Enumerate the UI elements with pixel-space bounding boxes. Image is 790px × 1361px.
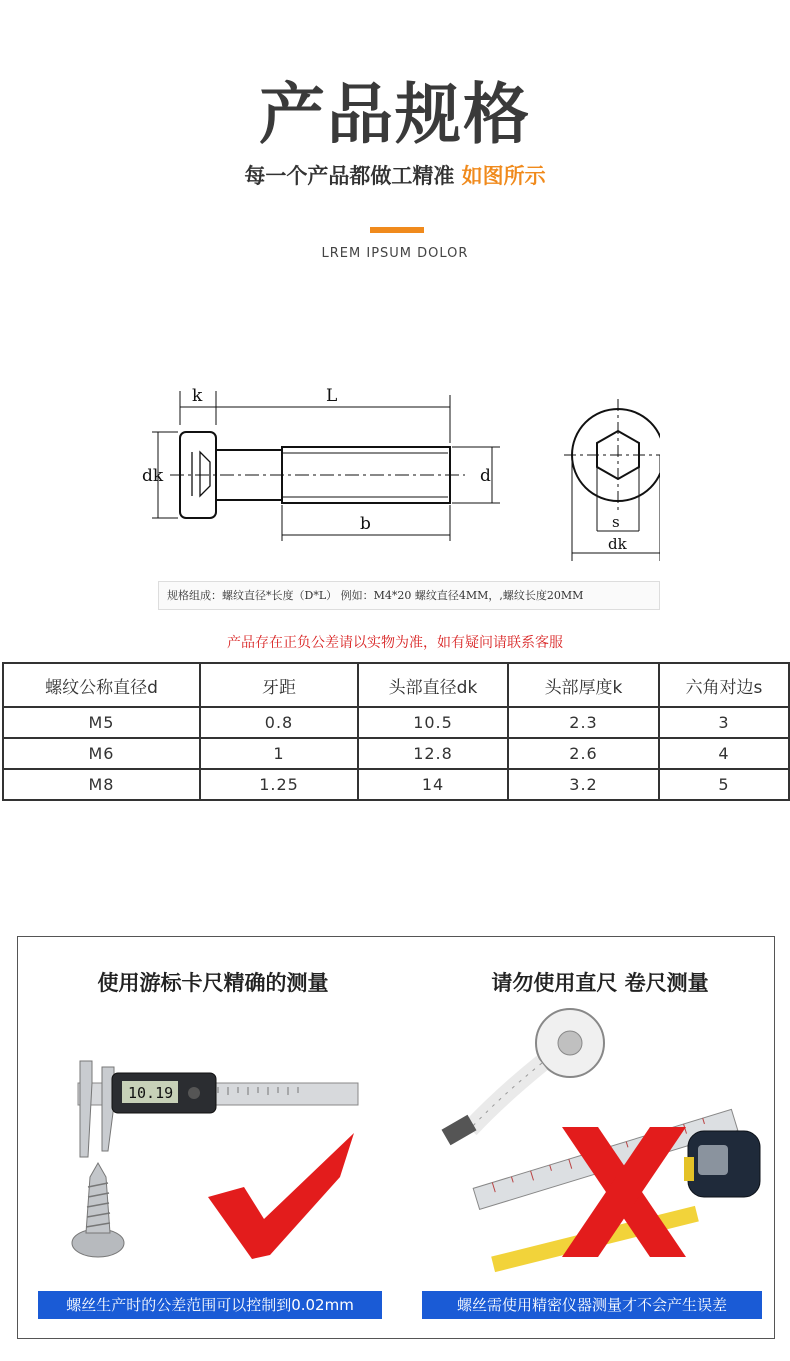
col-thread-diameter: 螺纹公称直径d [3, 663, 200, 707]
label-k: k [192, 386, 203, 406]
table-cell: 5 [659, 769, 789, 800]
right-caption: 螺丝需使用精密仪器测量才不会产生误差 [422, 1291, 762, 1319]
tolerance-warning: 产品存在正负公差请以实物为准，如有疑问请联系客服 [227, 635, 563, 651]
label-dk-front: dk [608, 535, 627, 553]
label-d: d [480, 466, 491, 486]
col-pitch: 牙距 [200, 663, 358, 707]
table-cell: 1 [200, 738, 358, 769]
accent-divider [370, 227, 424, 233]
left-caption: 螺丝生产时的公差范围可以控制到0.02mm [38, 1291, 382, 1319]
table-cell: 3 [659, 707, 789, 738]
tagline: LREM IPSUM DOLOR [321, 246, 469, 261]
table-cell: 2.6 [508, 738, 659, 769]
right-panel-title: 请勿使用直尺 卷尺测量 [491, 971, 709, 995]
spec-table [2, 662, 790, 801]
subtitle-text: 每一个产品都做工精准 [244, 164, 455, 188]
table-row [3, 738, 789, 769]
screw-technical-drawing [130, 355, 660, 615]
table-cell: 0.8 [200, 707, 358, 738]
page-title: 产品规格 [259, 76, 531, 153]
table-row [3, 707, 789, 738]
label-s: s [612, 513, 620, 531]
label-dk: dk [142, 466, 164, 486]
table-cell: 12.8 [358, 738, 508, 769]
table-cell: 1.25 [200, 769, 358, 800]
measurement-comparison [17, 936, 775, 1339]
left-panel-title: 使用游标卡尺精确的测量 [97, 971, 329, 995]
table-cell: 2.3 [508, 707, 659, 738]
caliper-display: 10.19 [128, 1084, 174, 1102]
ruler-tape-illustration [430, 1007, 770, 1277]
col-head-diameter: 头部直径dk [358, 663, 508, 707]
table-cell: 3.2 [508, 769, 659, 800]
caliper-illustration [58, 1047, 388, 1267]
page-subtitle [0, 160, 790, 190]
table-cell: 10.5 [358, 707, 508, 738]
label-L: L [326, 386, 338, 406]
table-cell: M5 [3, 707, 200, 738]
table-header-row [3, 663, 789, 707]
table-row [3, 769, 789, 800]
spec-format-note: 规格组成：螺纹直径*长度（D*L） 例如：M4*20 螺纹直径4MM，,螺纹长度20MM [158, 581, 660, 610]
subtitle-highlight: 如图所示 [461, 164, 546, 188]
table-cell: 4 [659, 738, 789, 769]
table-cell: M8 [3, 769, 200, 800]
label-b: b [360, 514, 371, 534]
col-head-thickness: 头部厚度k [508, 663, 659, 707]
table-cell: M6 [3, 738, 200, 769]
screw-photo-icon [72, 1163, 124, 1257]
col-hex-size: 六角对边s [659, 663, 789, 707]
table-cell: 14 [358, 769, 508, 800]
check-mark-icon [208, 1133, 354, 1259]
